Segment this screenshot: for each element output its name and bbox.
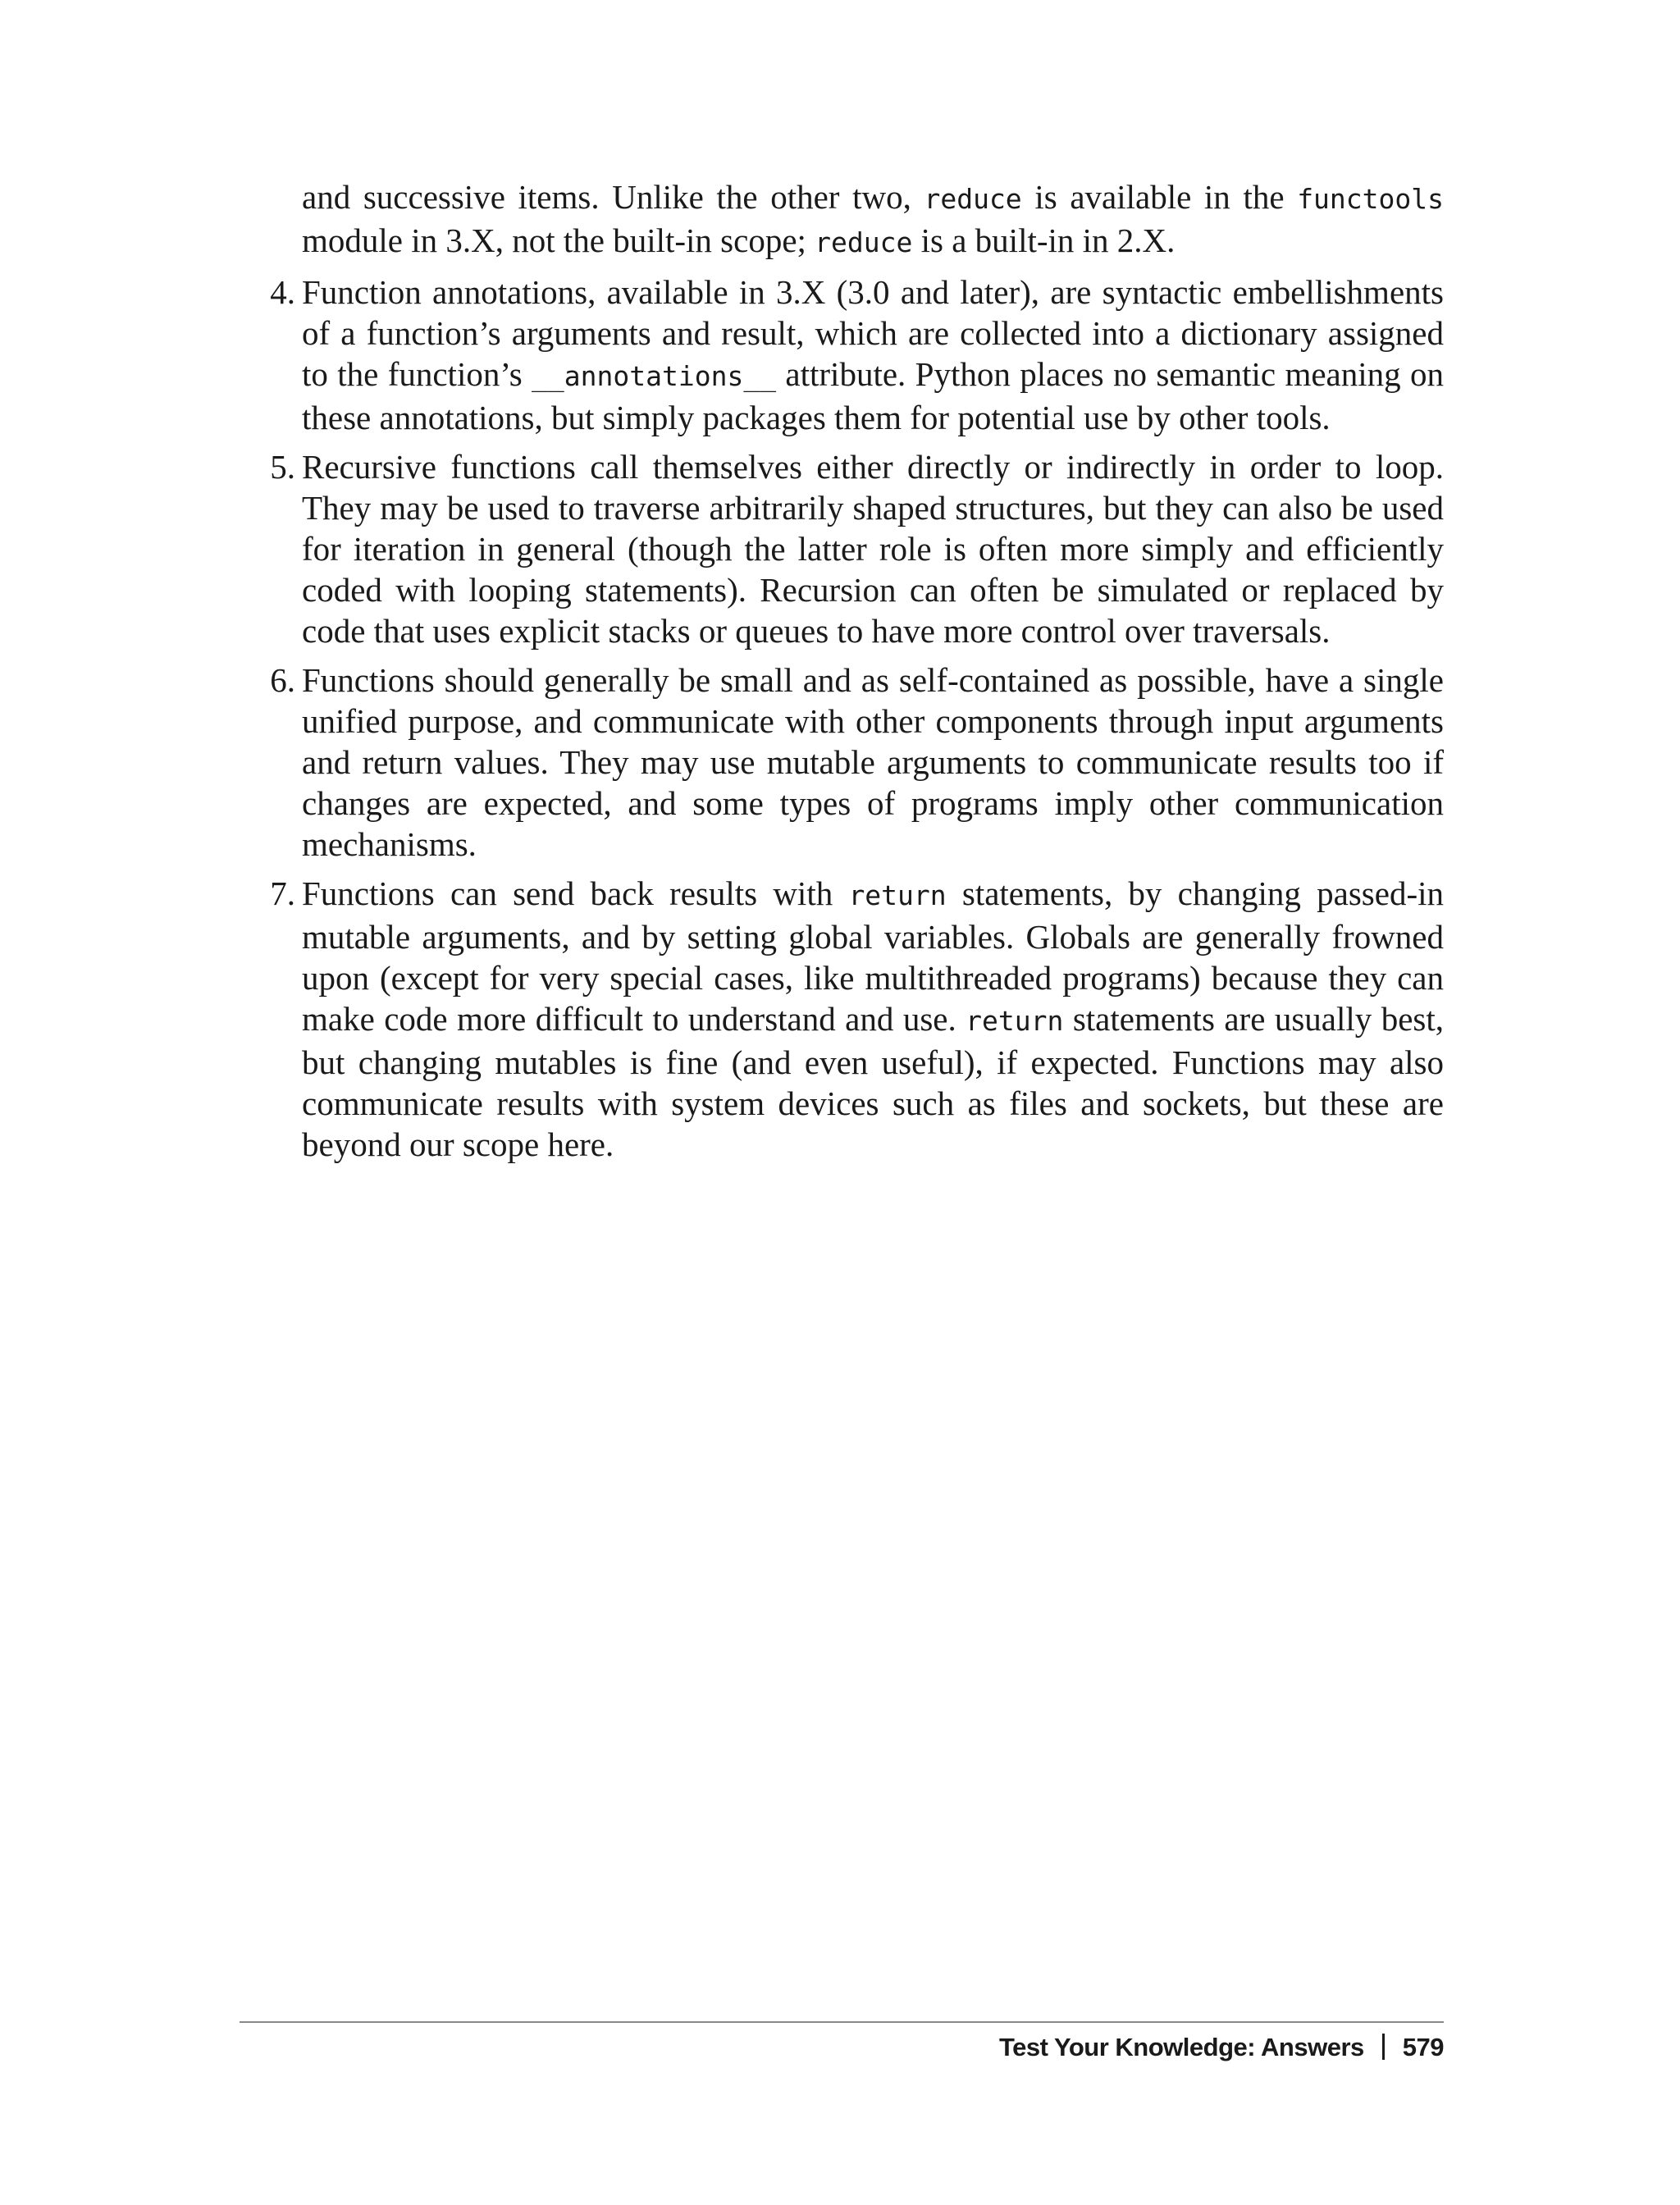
list-item — [270, 446, 1444, 651]
footer-section-title: Test Your Knowledge: Answers — [999, 2033, 1364, 2061]
inline-code: __annotations__ — [532, 360, 777, 392]
item-number: 7. — [270, 874, 295, 912]
page-number: 579 — [1402, 2033, 1444, 2061]
answer-list — [270, 272, 1444, 1165]
item-text: Recursive functions call themselves either directly or indirectly in order to loop. They may be used to traverse arbitrarily shaped structures, but they can also be used for iteration in general (though the latter role is often more simply and efficiently coded with looping statements). Recursion can often be simulated or replaced by code that uses explicit stacks or queues to have more control over traversals. — [302, 448, 1444, 650]
list-item — [270, 272, 1444, 438]
page-footer — [999, 2033, 1444, 2062]
item-number: 6. — [270, 661, 295, 699]
inline-code: reduce — [815, 226, 913, 258]
list-item — [270, 660, 1444, 865]
footer-separator — [1382, 2034, 1385, 2060]
item-text: Function annotations, available in 3.X (3.0 and later), are syntactic embellishments of a function’s arguments and result, which are collected into a dictionary assigned to the function’s __annotations__ attribute. Python places no semantic meaning on these annotations, but simply packages them for potential use by other tools. — [302, 273, 1444, 436]
footer-rule — [240, 2021, 1444, 2023]
inline-code: reduce — [924, 183, 1022, 215]
inline-code: return — [966, 1005, 1064, 1037]
list-item — [270, 873, 1444, 1165]
item-text: Functions can send back results with return statements, by changing passed-in mutable arguments, and by setting global variables. Globals are generally frowned upon (except for very special cases, like multithreaded programs) because they can make code more difficult to understand and use. return statements are usually best, but changing mutables is fine (and even useful), if expected. Functions may also communicate results with system devices such as files and sockets, but these are beyond our scope here. — [302, 874, 1444, 1163]
page-body — [270, 176, 1444, 1173]
item-number: 4. — [270, 273, 295, 311]
inline-code: return — [848, 879, 947, 911]
continuation-paragraph: and successive items. Unlike the other two, reduce is available in the functools module in 3.X, not the built-in scope; reduce is a built-in in 2.X. — [302, 178, 1444, 259]
inline-code: functools — [1297, 183, 1444, 215]
item-number: 5. — [270, 448, 295, 486]
item-text: Functions should generally be small and as self-contained as possible, have a single unified purpose, and communicate with other components through input arguments and return values. They may use mutable arguments to communicate results too if changes are expected, and some types of programs imply other communication mechanisms. — [302, 661, 1444, 863]
